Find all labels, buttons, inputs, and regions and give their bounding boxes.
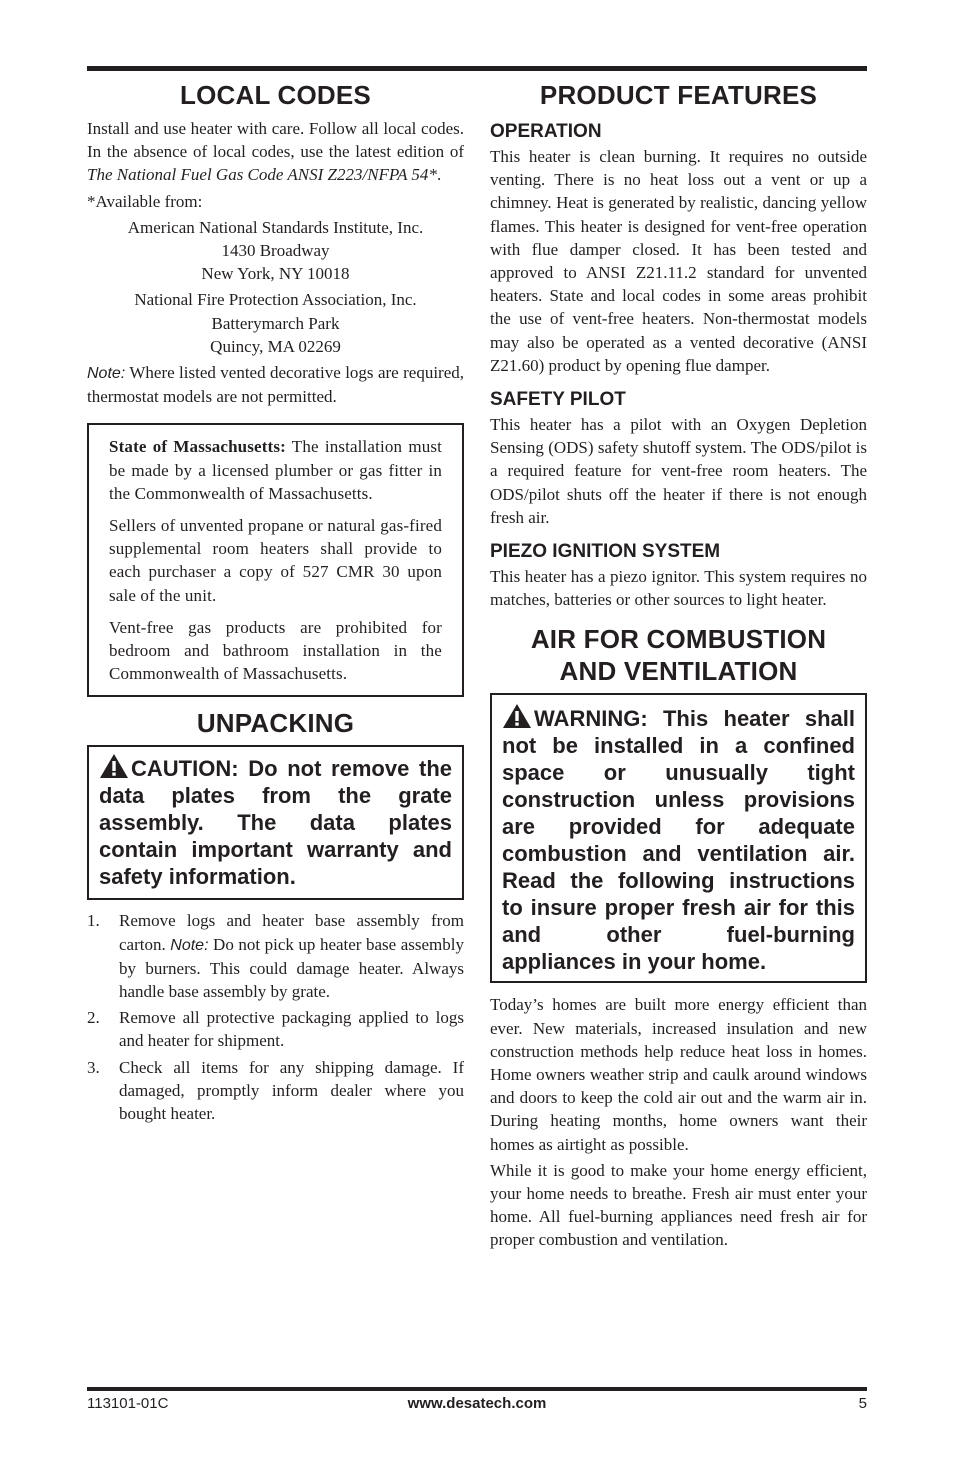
page-number: 5 — [858, 1395, 867, 1412]
step-2: 2. Remove all protective packaging applied to logs and heater for shipment. — [87, 1008, 464, 1051]
air-paragraph-1: Today’s homes are built more energy efficient than ever. New materials, increased insulation and new construction methods help reduce heat loss in homes. Home owners weather strip and caulk around windows and doors to keep the cold air out and the warm air in. During heating months, home owners want their homes as airtight as possible. — [490, 995, 867, 1154]
massachusetts-p2: Sellers of unvented propane or natural gas-fired supplemental room heaters shall provide to each purchaser a copy of 527 CMR 30 upon sale of the unit. — [109, 516, 442, 605]
top-rule — [87, 66, 867, 71]
product-features-heading: PRODUCT FEATURES — [539, 80, 818, 110]
warning-triangle-icon — [502, 703, 532, 729]
left-column — [87, 78, 464, 1125]
warning-text-block — [502, 703, 855, 975]
warning-text: WARNING: This heater shall not be installed in a confined space or unusually tight construction unless provisions are provided for adequate combustion and ventilation air. Read the following instructions to insure proper fresh air for this and other fuel-burning appliances in your home. — [502, 706, 855, 975]
right-column — [490, 78, 867, 1252]
step-3: 3. Check all items for any shipping damage. If damaged, promptly inform dealer where you bought heater. — [87, 1057, 464, 1124]
ansi-address: American National Standards Institute, Inc. 1430 Broadway New York, NY 10018 — [127, 217, 424, 284]
unpacking-steps — [87, 909, 464, 1125]
operation-text: This heater is clean burning. It requires no outside venting. There is no heat loss out a vent or up a chimney. Heat is generated by realistic, dancing yellow flames. This heater is designed for vent-free operation with flue damper closed. It has been tested and approved to ANSI Z21.11.2 standard for unvented heaters. State and local codes in some areas prohibit the use of vent-free heaters. Non-thermostat models may also be operated as a vented decorative (ANSI Z21.60) product by opening flue damper. — [490, 147, 867, 375]
nfgc-reference: The National Fuel Gas Code ANSI Z223/NFPA 54* — [87, 165, 437, 185]
caution-text: CAUTION: Do not remove the data plates from the grate assembly. The data plates contain important warranty and safety information. — [99, 756, 452, 890]
local-codes-heading: LOCAL CODES — [180, 80, 371, 110]
bottom-rule — [87, 1387, 867, 1391]
warning-triangle-icon — [99, 753, 129, 779]
step-1: 1. Remove logs and heater base assembly from carton. Note: Do not pick up heater base assembly by burners. This could damage heater. Always handle base assembly by grate. — [87, 911, 464, 1002]
doc-number: 113101-01C — [87, 1395, 169, 1412]
local-codes-intro: Install and use heater with care. Follow all local codes. In the absence of local codes, use the latest edition of The National Fuel Gas Code ANSI Z223/NFPA 54*. — [87, 119, 464, 185]
caution-text-block — [99, 753, 452, 890]
massachusetts-p1: State of Massachusetts: The installation must be made by a licensed plumber or gas fitter in the Commonwealth of Massachusetts. — [109, 437, 442, 503]
piezo-text: This heater has a piezo ignitor. This system requires no matches, batteries or other sources to light heater. — [490, 567, 867, 610]
air-paragraph-2: While it is good to make your home energy efficient, your home needs to breathe. Fresh air must enter your home. All fuel-burning appliances need fresh air for proper combustion and ventilation. — [490, 1160, 867, 1250]
vented-logs-note: Note: Where listed vented decorative logs are required, thermostat models are not permitted. — [87, 363, 464, 407]
massachusetts-p3: Vent-free gas products are prohibited for bedroom and bathroom installation in the Commonwealth of Massachusetts. — [109, 617, 442, 684]
warning-box — [490, 693, 867, 983]
website-link[interactable]: www.desatech.com — [407, 1395, 547, 1412]
operation-heading: OPERATION — [490, 121, 602, 142]
caution-box — [87, 745, 464, 900]
safety-pilot-heading: SAFETY PILOT — [490, 389, 626, 411]
safety-pilot-text: This heater has a pilot with an Oxygen Depletion Sensing (ODS) safety shutoff system. The ODS/pilot is a required feature for vent-free room heaters. The ODS/pilot shuts off the heater if there is not enough fresh air. — [490, 415, 867, 527]
unpacking-heading: UNPACKING — [196, 708, 355, 739]
available-from-label: *Available from: — [87, 191, 203, 211]
air-heading: AIR FOR COMBUSTION AND VENTILATION — [530, 624, 827, 687]
nfpa-address: National Fire Protection Association, Inc. Batterymarch Park Quincy, MA 02269 — [134, 290, 417, 356]
piezo-heading: PIEZO IGNITION SYSTEM — [490, 541, 721, 563]
massachusetts-notice-box — [87, 423, 464, 697]
